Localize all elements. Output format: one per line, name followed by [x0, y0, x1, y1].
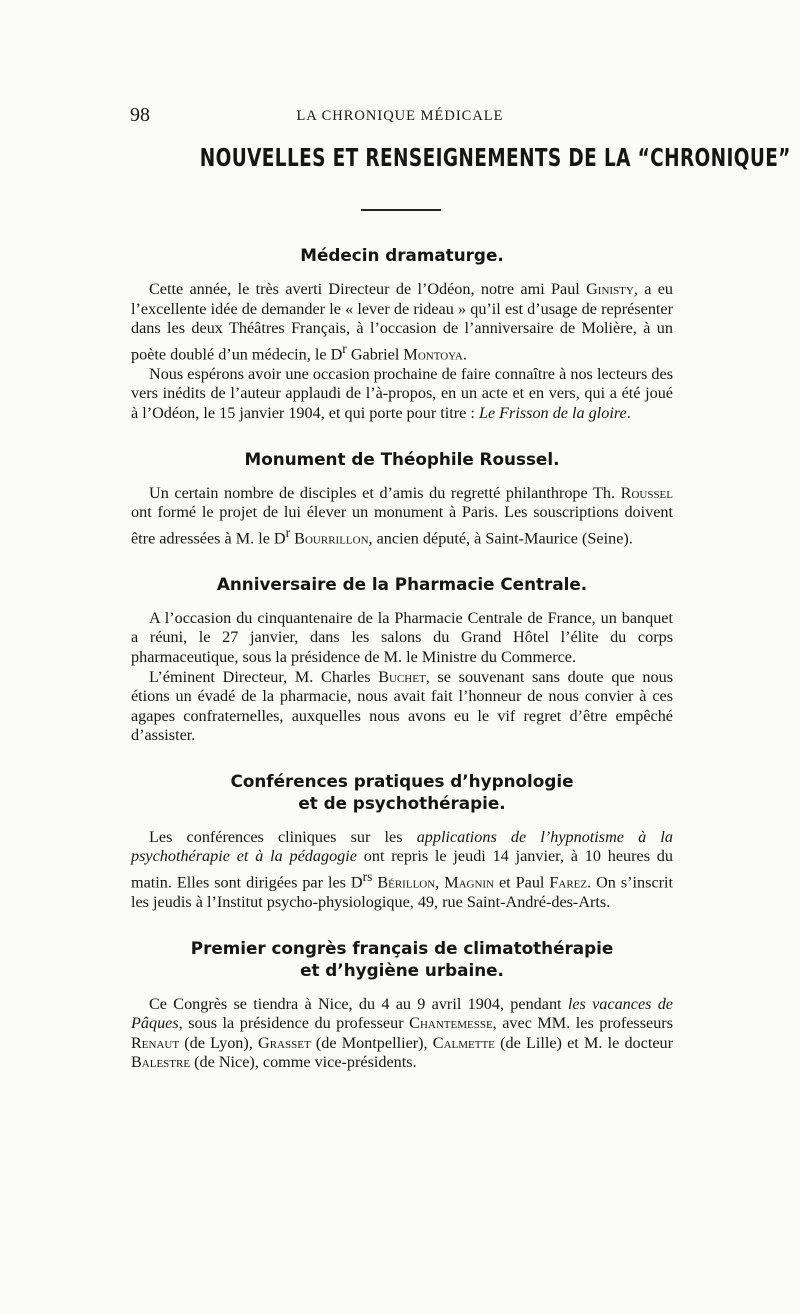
text-run: . On s’inscrit les jeudis à l’Institut psycho-physiologique, 49, rue Saint-André-des-Arts. [131, 873, 674, 912]
heading-line: Conférences pratiques d’hypnologie [230, 770, 574, 791]
paragraph [131, 484, 673, 549]
superscript: rs [362, 869, 373, 885]
rubric-title: NOUVELLES ET RENSEIGNEMENTS DE LA “CHRONIQUE” [199, 143, 791, 172]
section-heading: Monument de Théophile Roussel. [244, 448, 560, 469]
text-run: Les conférences cliniques sur les [149, 827, 417, 846]
text-run: , [435, 873, 445, 892]
person-name: Bérillon [377, 873, 436, 892]
heading-line: et d’hygiène urbaine. [300, 959, 504, 980]
paragraph [131, 995, 673, 1073]
section-climatotherapie [131, 937, 673, 1073]
page-number: 98 [130, 104, 150, 126]
person-name: Renaut [131, 1033, 180, 1052]
text-run: (de Montpellier), [310, 1033, 433, 1052]
paragraph [131, 365, 673, 424]
text-run: Gabriel [346, 345, 404, 364]
text-run: (de Nice), comme vice-présidents. [190, 1053, 417, 1072]
article-body [131, 244, 673, 1097]
superscript: r [285, 524, 291, 540]
text-run: . [462, 345, 467, 364]
person-name: Ginisty [586, 280, 634, 298]
person-name: Montoya [403, 345, 463, 364]
person-name: Calmette [432, 1033, 495, 1052]
text-run: (de Lille) et M. le docteur [494, 1033, 673, 1052]
text-run: Nous espérons avoir une occasion prochaine de faire connaître à nos lecteurs des vers inédits de l’auteur applaudi de l’à-propos, en un acte et en vers, qui a été joué à l’Odéon, le 15 janvier 1904, et qui porte pour titre : [131, 364, 673, 422]
journal-title: LA CHRONIQUE MÉDICALE [296, 108, 504, 124]
section-heading: Médecin dramaturge. [300, 245, 504, 265]
paragraph [131, 828, 673, 913]
section-pharmacie-centrale [131, 573, 673, 746]
person-name: Grasset [258, 1033, 311, 1052]
course-title: applications de l’hypnotisme à la psychothérapie et à la pédagogie [131, 827, 673, 866]
text-run: Ce Congrès se tiendra à Nice, du 4 au 9 avril 1904, pendant [149, 994, 568, 1013]
text-run: ont repris le jeudi 14 janvier, à 10 heures du matin. Elles sont dirigées par les D [131, 847, 673, 892]
text-run: (de Lyon), [179, 1033, 259, 1052]
section-heading [131, 937, 673, 981]
text-run: Un certain nombre de disciples et d’amis du regretté philanthrope Th. [149, 483, 621, 502]
section-hypnologie [131, 770, 673, 913]
title-rule [361, 209, 441, 211]
paragraph: A l’occasion du cinquantenaire de la Pharmacie Centrale de France, un banquet a réuni, le 27 janvier, dans les salons du Grand Hôtel l’élite du corps pharmaceutique, sous la présidence de M. le Ministre du Commerce. [131, 608, 673, 666]
person-name: Chantemesse [409, 1014, 493, 1033]
text-run: , se souvenant sans doute que nous étions un évadé de la pharmacie, nous avait fait l’honneur de nous convier à ces agapes confraternelles, auxquelles nous avons eu le vif regret d’être empêché d’assister. [131, 667, 673, 745]
text-run: , ancien député, à Saint-Maurice (Seine). [368, 529, 633, 548]
text-run: , sous la présidence du professeur [178, 1014, 410, 1033]
section-heading: Anniversaire de la Pharmacie Centrale. [216, 573, 588, 594]
play-title: Le Frisson de la gloire [478, 403, 627, 422]
section-heading [131, 770, 673, 814]
section-monument-roussel [131, 448, 673, 549]
text-run: et Paul [494, 873, 550, 892]
superscript: r [342, 340, 347, 356]
paragraph [131, 668, 673, 746]
person-name: Buchet [378, 667, 426, 686]
text-run: L’éminent Directeur, M. Charles [149, 667, 379, 686]
text-run: . [626, 403, 631, 422]
text-run: ont formé le projet de lui élever un monument à Paris. Les souscriptions doivent être adressées à M. le D [131, 503, 673, 548]
paragraph [131, 280, 673, 365]
text-run: , a eu l’excellente idée de demander le « lever de rideau » qu’il est d’usage de représenter dans les deux Théâtres Français, à l’occasion de l’anniversaire de Molière, à un poète doublé d’un médecin, le D [131, 280, 673, 364]
person-name: Roussel [620, 483, 673, 502]
heading-line: et de psychothérapie. [298, 792, 506, 813]
running-head [130, 104, 670, 130]
section-medecin-dramaturge [131, 244, 673, 424]
person-name: Farez [549, 873, 588, 892]
italic-phrase: les vacances de Pâques [131, 994, 673, 1033]
person-name: Bourrillon [294, 529, 369, 548]
text-run: , avec MM. les professeurs [492, 1014, 673, 1033]
person-name: Balestre [131, 1053, 191, 1072]
person-name: Magnin [444, 873, 495, 892]
heading-line: Premier congrès français de climatothérapie [190, 937, 614, 958]
text-run: Cette année, le très averti Directeur de l’Odéon, notre ami Paul [149, 280, 587, 298]
